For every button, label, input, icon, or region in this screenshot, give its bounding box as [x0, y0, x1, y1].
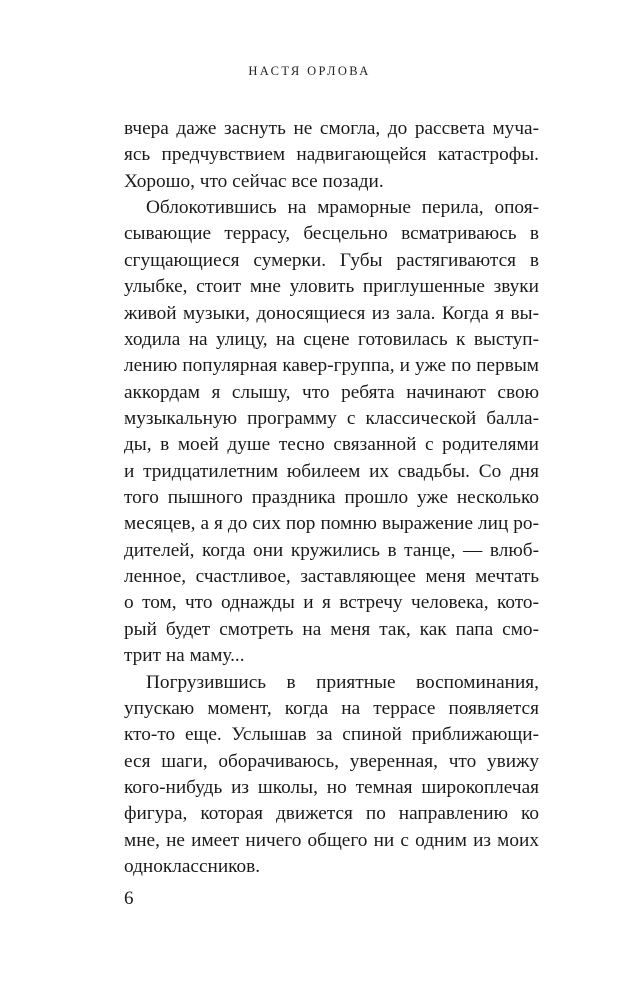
- body-text: [124, 116, 539, 880]
- text-line: музыкальную программу с классической балла-: [124, 407, 539, 429]
- text-line: дителей, когда они кружились в танце, — влюб-: [124, 539, 539, 561]
- text-line: ды, в моей душе тесно связанной с родителями: [124, 434, 539, 456]
- text-line: сгущающиеся сумерки. Губы растягиваются в: [124, 249, 539, 271]
- text-line: кого-нибудь из школы, но темная широкоплечая: [124, 776, 539, 798]
- text-line: кто-то еще. Услышав за спиной приближающи-: [124, 724, 539, 746]
- text-line: аккордам я слышу, что ребята начинают свою: [124, 381, 539, 403]
- text-line: улыбке, стоит мне уловить приглушенные звуки: [124, 276, 539, 298]
- text-line: вчера даже заснуть не смогла, до рассвета муча-: [124, 118, 539, 139]
- text-line: о том, что однажды и я встречу человека, кото-: [124, 592, 539, 614]
- text-line: Облокотившись на мраморные перила, опоя-: [146, 197, 539, 219]
- text-line: еся шаги, оборачиваюсь, уверенная, что увижу: [124, 750, 539, 772]
- text-line: мне, не имеет ничего общего ни с одним из моих: [124, 829, 539, 851]
- text-line: сывающие террасу, бесцельно всматриваюсь в: [124, 223, 539, 245]
- text-line: ленное, счастливое, заставляющее меня мечтать: [124, 566, 539, 588]
- text-line: одноклассников.: [124, 856, 261, 878]
- text-line: Хорошо, что сейчас все позади.: [124, 170, 384, 192]
- text-line: месяцев, а я до сих пор помню выражение лиц ро-: [124, 513, 539, 535]
- text-line: трит на маму...: [124, 645, 245, 667]
- text-line: живой музыки, доносящиеся из зала. Когда я вы-: [124, 302, 539, 324]
- text-line: Погрузившись в приятные воспоминания,: [146, 671, 539, 693]
- text-line: ясь предчувствием надвигающейся катастрофы.: [124, 144, 539, 166]
- text-line: и тридцатилетним юбилеем их свадьбы. Со дня: [124, 460, 539, 482]
- text-line: того пышного праздника прошло уже несколько: [124, 487, 539, 509]
- text-line: рый будет смотреть на меня так, как папа смо-: [124, 618, 539, 640]
- text-line: фигура, которая движется по направлению ко: [124, 803, 539, 825]
- text-line: упускаю момент, когда на террасе появляется: [124, 697, 539, 719]
- running-header: НАСТЯ ОРЛОВА: [248, 64, 371, 78]
- text-line: ходила на улицу, на сцене готовилась к выступ-: [124, 328, 539, 350]
- page-number: 6: [124, 888, 134, 909]
- text-line: лению популярная кавер-группа, и уже по первым: [124, 355, 539, 377]
